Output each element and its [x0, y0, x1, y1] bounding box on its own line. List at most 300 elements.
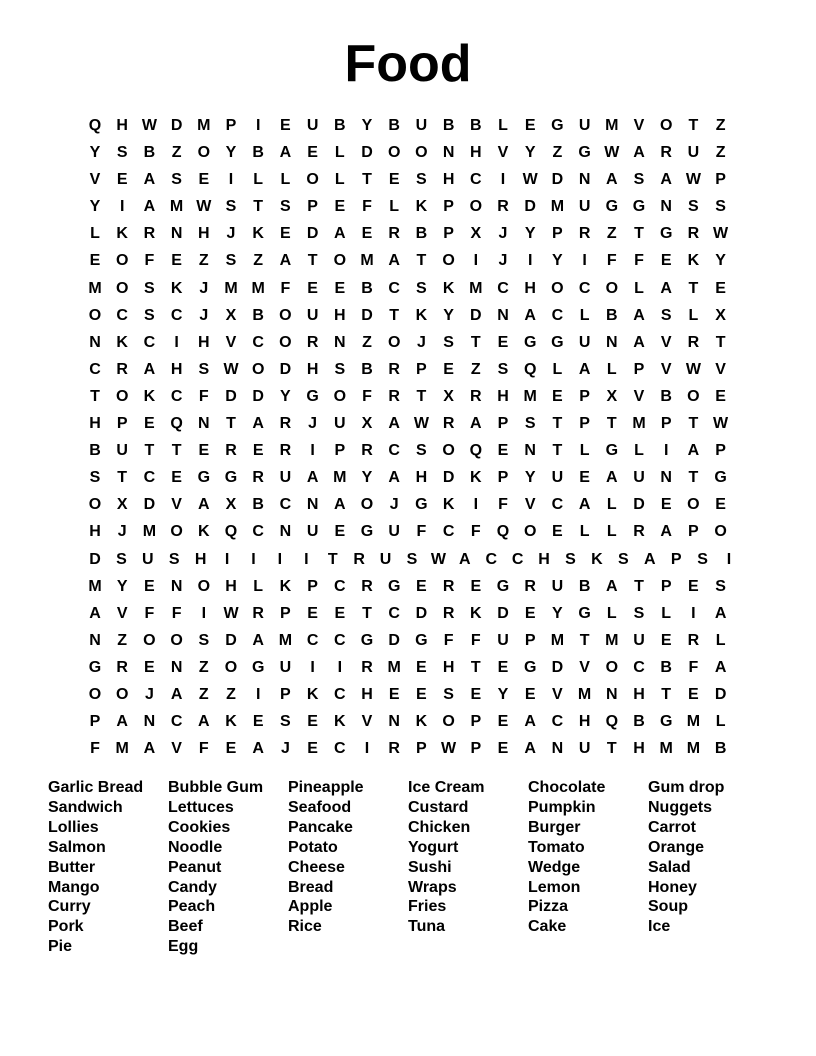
- grid-letter[interactable]: T: [362, 171, 372, 189]
- grid-letter[interactable]: P: [443, 225, 454, 243]
- grid-letter[interactable]: L: [661, 604, 672, 622]
- grid-letter[interactable]: Y: [280, 387, 291, 405]
- grid-letter[interactable]: E: [171, 469, 182, 487]
- grid-letter[interactable]: U: [116, 442, 128, 460]
- grid-letter[interactable]: O: [115, 279, 129, 297]
- grid-letter[interactable]: L: [552, 360, 563, 378]
- grid-letter[interactable]: A: [524, 713, 536, 731]
- grid-letter[interactable]: H: [497, 387, 509, 405]
- grid-letter[interactable]: Z: [470, 360, 481, 378]
- grid-letter[interactable]: O: [251, 360, 265, 378]
- grid-letter[interactable]: Z: [552, 144, 563, 162]
- grid-letter[interactable]: W: [430, 550, 446, 568]
- grid-letter[interactable]: I: [691, 604, 696, 622]
- grid-letter[interactable]: A: [198, 496, 210, 514]
- grid-letter[interactable]: S: [198, 631, 210, 649]
- grid-letter[interactable]: E: [144, 415, 155, 433]
- grid-letter[interactable]: S: [497, 360, 509, 378]
- grid-letter[interactable]: D: [714, 685, 727, 703]
- grid-letter[interactable]: W: [522, 171, 538, 189]
- grid-letter[interactable]: P: [280, 685, 291, 703]
- grid-letter[interactable]: R: [116, 658, 128, 676]
- grid-letter[interactable]: T: [688, 415, 699, 433]
- grid-letter[interactable]: W: [223, 604, 239, 622]
- grid-letter[interactable]: K: [225, 713, 237, 731]
- grid-letter[interactable]: O: [659, 117, 673, 134]
- grid-letter[interactable]: K: [306, 685, 319, 703]
- grid-letter[interactable]: R: [442, 577, 455, 595]
- grid-letter[interactable]: Y: [715, 252, 726, 270]
- grid-letter[interactable]: M: [360, 252, 374, 270]
- grid-letter[interactable]: E: [524, 117, 536, 134]
- grid-letter[interactable]: Q: [605, 713, 619, 731]
- grid-letter[interactable]: E: [715, 387, 726, 405]
- grid-letter[interactable]: Y: [524, 225, 536, 243]
- grid-letter[interactable]: C: [551, 713, 564, 731]
- grid-letter[interactable]: N: [660, 198, 672, 216]
- grid-letter[interactable]: J: [308, 415, 318, 433]
- grid-letter[interactable]: H: [198, 333, 210, 351]
- grid-letter[interactable]: N: [606, 685, 618, 703]
- grid-letter[interactable]: M: [224, 279, 238, 297]
- grid-letter[interactable]: E: [688, 685, 699, 703]
- grid-letter[interactable]: P: [470, 713, 482, 731]
- grid-letter[interactable]: C: [388, 604, 400, 622]
- grid-letter[interactable]: B: [415, 225, 428, 243]
- grid-letter[interactable]: N: [578, 171, 591, 189]
- grid-letter[interactable]: U: [551, 469, 564, 487]
- grid-letter[interactable]: K: [591, 550, 603, 568]
- grid-letter[interactable]: P: [116, 415, 128, 433]
- grid-letter[interactable]: Y: [89, 198, 101, 216]
- grid-letter[interactable]: O: [279, 306, 292, 324]
- grid-letter[interactable]: E: [89, 252, 101, 270]
- grid-letter[interactable]: G: [578, 144, 591, 162]
- grid-letter[interactable]: R: [388, 387, 400, 405]
- grid-letter[interactable]: M: [686, 740, 701, 758]
- grid-letter[interactable]: I: [527, 252, 533, 270]
- grid-letter[interactable]: X: [606, 387, 618, 405]
- grid-letter[interactable]: J: [416, 333, 426, 351]
- grid-letter[interactable]: L: [253, 171, 264, 189]
- grid-letter[interactable]: W: [441, 740, 457, 758]
- grid-letter[interactable]: O: [469, 198, 483, 216]
- grid-letter[interactable]: Y: [361, 469, 373, 487]
- grid-letter[interactable]: E: [307, 713, 318, 731]
- grid-letter[interactable]: E: [144, 658, 155, 676]
- grid-letter[interactable]: G: [415, 496, 428, 514]
- grid-letter[interactable]: G: [251, 658, 265, 676]
- grid-letter[interactable]: L: [606, 604, 617, 622]
- grid-letter[interactable]: V: [361, 713, 373, 731]
- grid-letter[interactable]: V: [225, 333, 237, 351]
- grid-letter[interactable]: I: [310, 658, 315, 676]
- grid-letter[interactable]: R: [361, 577, 373, 595]
- grid-letter[interactable]: S: [660, 306, 672, 324]
- grid-letter[interactable]: E: [252, 713, 264, 731]
- grid-letter[interactable]: O: [687, 387, 700, 405]
- grid-letter[interactable]: A: [143, 198, 156, 216]
- grid-letter[interactable]: O: [197, 577, 211, 595]
- grid-letter[interactable]: O: [170, 631, 183, 649]
- grid-letter[interactable]: Z: [715, 117, 726, 134]
- grid-letter[interactable]: H: [442, 171, 455, 189]
- grid-letter[interactable]: S: [633, 604, 645, 622]
- grid-letter[interactable]: F: [470, 523, 481, 541]
- grid-letter[interactable]: E: [416, 685, 427, 703]
- grid-letter[interactable]: V: [89, 171, 101, 189]
- grid-letter[interactable]: U: [415, 117, 428, 134]
- grid-letter[interactable]: D: [306, 225, 319, 243]
- grid-letter[interactable]: D: [551, 171, 564, 189]
- grid-letter[interactable]: X: [361, 415, 373, 433]
- grid-letter[interactable]: U: [633, 469, 645, 487]
- grid-letter[interactable]: A: [143, 740, 156, 758]
- grid-letter[interactable]: I: [174, 333, 179, 351]
- grid-letter[interactable]: N: [279, 523, 292, 541]
- grid-letter[interactable]: F: [416, 523, 427, 541]
- grid-letter[interactable]: E: [252, 442, 264, 460]
- grid-letter[interactable]: A: [306, 469, 319, 487]
- grid-letter[interactable]: K: [442, 279, 455, 297]
- grid-letter[interactable]: N: [306, 496, 319, 514]
- grid-letter[interactable]: S: [633, 171, 645, 189]
- grid-letter[interactable]: H: [198, 225, 210, 243]
- grid-letter[interactable]: L: [253, 577, 264, 595]
- grid-letter[interactable]: M: [333, 469, 347, 487]
- grid-letter[interactable]: H: [361, 685, 373, 703]
- grid-letter[interactable]: F: [362, 387, 372, 405]
- grid-letter[interactable]: C: [334, 740, 346, 758]
- grid-letter[interactable]: N: [551, 740, 564, 758]
- grid-letter[interactable]: C: [551, 496, 564, 514]
- grid-letter[interactable]: G: [632, 198, 646, 216]
- grid-letter[interactable]: E: [361, 225, 373, 243]
- grid-letter[interactable]: G: [496, 577, 510, 595]
- grid-letter[interactable]: Z: [226, 685, 236, 703]
- grid-letter[interactable]: O: [279, 333, 292, 351]
- grid-letter[interactable]: S: [225, 252, 237, 270]
- grid-letter[interactable]: A: [578, 360, 591, 378]
- grid-letter[interactable]: U: [687, 144, 700, 162]
- grid-letter[interactable]: F: [144, 252, 155, 270]
- grid-letter[interactable]: J: [199, 279, 209, 297]
- grid-letter[interactable]: C: [578, 279, 591, 297]
- grid-letter[interactable]: S: [416, 442, 427, 460]
- grid-letter[interactable]: I: [364, 740, 370, 758]
- grid-letter[interactable]: S: [565, 550, 576, 568]
- grid-letter[interactable]: C: [388, 442, 400, 460]
- grid-letter[interactable]: E: [660, 496, 672, 514]
- grid-letter[interactable]: Q: [224, 523, 238, 541]
- grid-letter[interactable]: C: [388, 279, 400, 297]
- grid-letter[interactable]: R: [252, 469, 264, 487]
- grid-letter[interactable]: S: [168, 550, 180, 568]
- grid-letter[interactable]: M: [469, 279, 483, 297]
- grid-letter[interactable]: L: [90, 225, 100, 243]
- grid-letter[interactable]: M: [632, 415, 646, 433]
- grid-letter[interactable]: U: [633, 631, 645, 649]
- grid-letter[interactable]: O: [605, 279, 619, 297]
- grid-letter[interactable]: H: [538, 550, 550, 568]
- grid-letter[interactable]: O: [197, 144, 211, 162]
- grid-letter[interactable]: X: [225, 306, 237, 324]
- grid-letter[interactable]: L: [606, 360, 617, 378]
- grid-letter[interactable]: N: [442, 144, 455, 162]
- grid-letter[interactable]: Z: [362, 333, 372, 351]
- grid-letter[interactable]: A: [578, 496, 591, 514]
- grid-letter[interactable]: V: [633, 117, 645, 134]
- grid-letter[interactable]: Y: [552, 252, 563, 270]
- grid-letter[interactable]: M: [605, 631, 619, 649]
- grid-letter[interactable]: V: [715, 360, 726, 378]
- grid-letter[interactable]: W: [196, 198, 212, 216]
- grid-letter[interactable]: R: [578, 225, 591, 243]
- grid-letter[interactable]: E: [416, 658, 427, 676]
- grid-letter[interactable]: M: [278, 631, 293, 649]
- grid-letter[interactable]: S: [715, 577, 726, 595]
- grid-letter[interactable]: A: [334, 225, 346, 243]
- grid-letter[interactable]: R: [306, 333, 319, 351]
- grid-letter[interactable]: B: [606, 306, 618, 324]
- grid-letter[interactable]: T: [552, 415, 563, 433]
- grid-letter[interactable]: M: [115, 740, 129, 758]
- grid-letter[interactable]: G: [360, 631, 374, 649]
- grid-letter[interactable]: H: [633, 740, 645, 758]
- grid-letter[interactable]: D: [170, 117, 183, 134]
- grid-letter[interactable]: T: [688, 469, 699, 487]
- grid-letter[interactable]: Y: [497, 685, 509, 703]
- grid-letter[interactable]: F: [171, 604, 182, 622]
- grid-letter[interactable]: O: [523, 523, 537, 541]
- grid-letter[interactable]: L: [579, 306, 590, 324]
- grid-letter[interactable]: O: [714, 523, 727, 541]
- grid-letter[interactable]: T: [606, 740, 617, 758]
- grid-letter[interactable]: L: [334, 171, 345, 189]
- grid-letter[interactable]: L: [606, 496, 617, 514]
- grid-letter[interactable]: S: [280, 713, 291, 731]
- grid-letter[interactable]: D: [279, 360, 292, 378]
- grid-letter[interactable]: U: [279, 658, 292, 676]
- grid-letter[interactable]: Y: [443, 306, 454, 324]
- grid-letter[interactable]: Z: [198, 658, 209, 676]
- grid-letter[interactable]: C: [170, 306, 183, 324]
- grid-letter[interactable]: H: [415, 469, 428, 487]
- grid-letter[interactable]: D: [442, 469, 455, 487]
- grid-letter[interactable]: W: [713, 415, 729, 433]
- grid-letter[interactable]: W: [413, 415, 429, 433]
- grid-letter[interactable]: K: [279, 577, 292, 595]
- grid-letter[interactable]: U: [551, 577, 564, 595]
- grid-letter[interactable]: C: [511, 550, 524, 568]
- grid-letter[interactable]: M: [251, 279, 265, 297]
- grid-letter[interactable]: P: [225, 117, 237, 134]
- grid-letter[interactable]: I: [255, 685, 261, 703]
- grid-letter[interactable]: E: [497, 713, 509, 731]
- grid-letter[interactable]: L: [579, 442, 590, 460]
- grid-letter[interactable]: I: [500, 171, 506, 189]
- grid-letter[interactable]: F: [498, 496, 508, 514]
- grid-letter[interactable]: D: [252, 387, 264, 405]
- grid-letter[interactable]: D: [524, 198, 536, 216]
- grid-letter[interactable]: S: [198, 360, 210, 378]
- grid-letter[interactable]: P: [307, 577, 318, 595]
- grid-letter[interactable]: P: [280, 604, 291, 622]
- grid-letter[interactable]: P: [633, 360, 645, 378]
- grid-letter[interactable]: D: [361, 306, 373, 324]
- grid-letter[interactable]: K: [687, 252, 700, 270]
- grid-letter[interactable]: B: [442, 117, 455, 134]
- grid-letter[interactable]: H: [633, 685, 645, 703]
- grid-letter[interactable]: D: [225, 631, 237, 649]
- grid-letter[interactable]: E: [334, 279, 346, 297]
- grid-letter[interactable]: A: [252, 631, 264, 649]
- grid-letter[interactable]: M: [523, 387, 537, 405]
- grid-letter[interactable]: U: [497, 631, 509, 649]
- grid-letter[interactable]: S: [715, 198, 726, 216]
- grid-letter[interactable]: J: [199, 306, 209, 324]
- grid-letter[interactable]: T: [634, 225, 644, 243]
- grid-letter[interactable]: U: [379, 550, 392, 568]
- grid-letter[interactable]: N: [89, 333, 101, 351]
- grid-letter[interactable]: G: [659, 225, 673, 243]
- grid-letter[interactable]: H: [306, 360, 319, 378]
- grid-letter[interactable]: T: [253, 198, 264, 216]
- grid-letter[interactable]: J: [280, 740, 290, 758]
- grid-letter[interactable]: V: [660, 333, 672, 351]
- grid-letter[interactable]: C: [497, 279, 509, 297]
- grid-letter[interactable]: A: [606, 577, 618, 595]
- grid-letter[interactable]: L: [715, 713, 726, 731]
- grid-letter[interactable]: S: [144, 306, 155, 324]
- grid-letter[interactable]: E: [715, 496, 726, 514]
- grid-letter[interactable]: B: [633, 713, 645, 731]
- grid-letter[interactable]: C: [334, 685, 346, 703]
- grid-letter[interactable]: H: [524, 279, 536, 297]
- grid-letter[interactable]: V: [633, 387, 645, 405]
- grid-letter[interactable]: N: [606, 333, 618, 351]
- grid-letter[interactable]: L: [389, 198, 400, 216]
- grid-letter[interactable]: U: [306, 117, 319, 134]
- grid-letter[interactable]: I: [337, 658, 343, 676]
- grid-letter[interactable]: H: [194, 550, 207, 568]
- grid-letter[interactable]: K: [470, 469, 482, 487]
- grid-letter[interactable]: K: [143, 387, 156, 405]
- grid-letter[interactable]: F: [688, 658, 699, 676]
- grid-letter[interactable]: B: [361, 360, 373, 378]
- grid-letter[interactable]: A: [660, 279, 672, 297]
- grid-letter[interactable]: U: [142, 550, 154, 568]
- grid-letter[interactable]: G: [415, 631, 428, 649]
- grid-letter[interactable]: R: [687, 333, 700, 351]
- grid-letter[interactable]: K: [442, 496, 455, 514]
- grid-letter[interactable]: C: [170, 387, 183, 405]
- grid-letter[interactable]: B: [89, 442, 101, 460]
- grid-letter[interactable]: A: [252, 740, 264, 758]
- grid-letter[interactable]: Y: [116, 577, 128, 595]
- grid-letter[interactable]: S: [225, 198, 237, 216]
- grid-letter[interactable]: A: [279, 144, 292, 162]
- grid-letter[interactable]: I: [473, 252, 479, 270]
- grid-letter[interactable]: N: [497, 306, 509, 324]
- grid-letter[interactable]: T: [470, 658, 481, 676]
- grid-letter[interactable]: A: [714, 658, 727, 676]
- grid-letter[interactable]: T: [661, 685, 672, 703]
- grid-letter[interactable]: V: [171, 740, 182, 758]
- grid-letter[interactable]: Z: [198, 685, 209, 703]
- grid-letter[interactable]: T: [362, 604, 372, 622]
- grid-letter[interactable]: B: [714, 740, 727, 758]
- grid-letter[interactable]: E: [524, 685, 536, 703]
- grid-letter[interactable]: M: [88, 577, 102, 595]
- grid-letter[interactable]: I: [251, 550, 256, 568]
- grid-letter[interactable]: F: [198, 740, 209, 758]
- grid-letter[interactable]: P: [470, 740, 482, 758]
- grid-letter[interactable]: P: [660, 415, 672, 433]
- grid-letter[interactable]: S: [697, 550, 708, 568]
- grid-letter[interactable]: H: [442, 658, 455, 676]
- grid-letter[interactable]: I: [663, 442, 669, 460]
- grid-letter[interactable]: I: [119, 198, 125, 216]
- grid-letter[interactable]: G: [605, 442, 619, 460]
- grid-letter[interactable]: O: [442, 252, 455, 270]
- grid-letter[interactable]: Q: [170, 415, 183, 433]
- grid-letter[interactable]: S: [688, 198, 699, 216]
- grid-letter[interactable]: O: [88, 306, 102, 324]
- grid-letter[interactable]: L: [634, 279, 644, 297]
- grid-letter[interactable]: O: [605, 658, 619, 676]
- grid-letter[interactable]: S: [171, 171, 182, 189]
- grid-letter[interactable]: K: [170, 279, 183, 297]
- grid-letter[interactable]: C: [252, 523, 264, 541]
- grid-letter[interactable]: M: [550, 631, 565, 649]
- grid-letter[interactable]: X: [116, 496, 128, 514]
- grid-letter[interactable]: I: [582, 252, 587, 270]
- grid-letter[interactable]: S: [617, 550, 629, 568]
- grid-letter[interactable]: O: [115, 685, 129, 703]
- grid-letter[interactable]: E: [443, 360, 454, 378]
- grid-letter[interactable]: E: [715, 279, 726, 297]
- grid-letter[interactable]: T: [117, 469, 128, 487]
- grid-letter[interactable]: E: [307, 144, 318, 162]
- grid-letter[interactable]: N: [524, 442, 536, 460]
- grid-letter[interactable]: O: [387, 144, 401, 162]
- grid-letter[interactable]: Y: [552, 604, 563, 622]
- grid-letter[interactable]: U: [578, 117, 591, 134]
- grid-letter[interactable]: F: [443, 631, 454, 649]
- grid-letter[interactable]: S: [443, 333, 454, 351]
- grid-letter[interactable]: G: [578, 604, 591, 622]
- grid-letter[interactable]: A: [143, 360, 156, 378]
- grid-letter[interactable]: P: [579, 387, 590, 405]
- grid-letter[interactable]: E: [198, 171, 210, 189]
- grid-letter[interactable]: A: [524, 306, 536, 324]
- grid-letter[interactable]: A: [606, 469, 618, 487]
- grid-letter[interactable]: S: [406, 550, 418, 568]
- grid-letter[interactable]: U: [388, 523, 400, 541]
- grid-letter[interactable]: N: [170, 658, 183, 676]
- grid-letter[interactable]: W: [713, 225, 729, 243]
- grid-letter[interactable]: L: [579, 523, 590, 541]
- grid-letter[interactable]: U: [578, 740, 591, 758]
- grid-letter[interactable]: F: [606, 252, 617, 270]
- grid-letter[interactable]: P: [443, 198, 454, 216]
- grid-letter[interactable]: R: [353, 550, 365, 568]
- grid-letter[interactable]: I: [255, 117, 261, 134]
- grid-letter[interactable]: C: [279, 496, 292, 514]
- grid-letter[interactable]: E: [334, 198, 346, 216]
- grid-letter[interactable]: O: [333, 387, 347, 405]
